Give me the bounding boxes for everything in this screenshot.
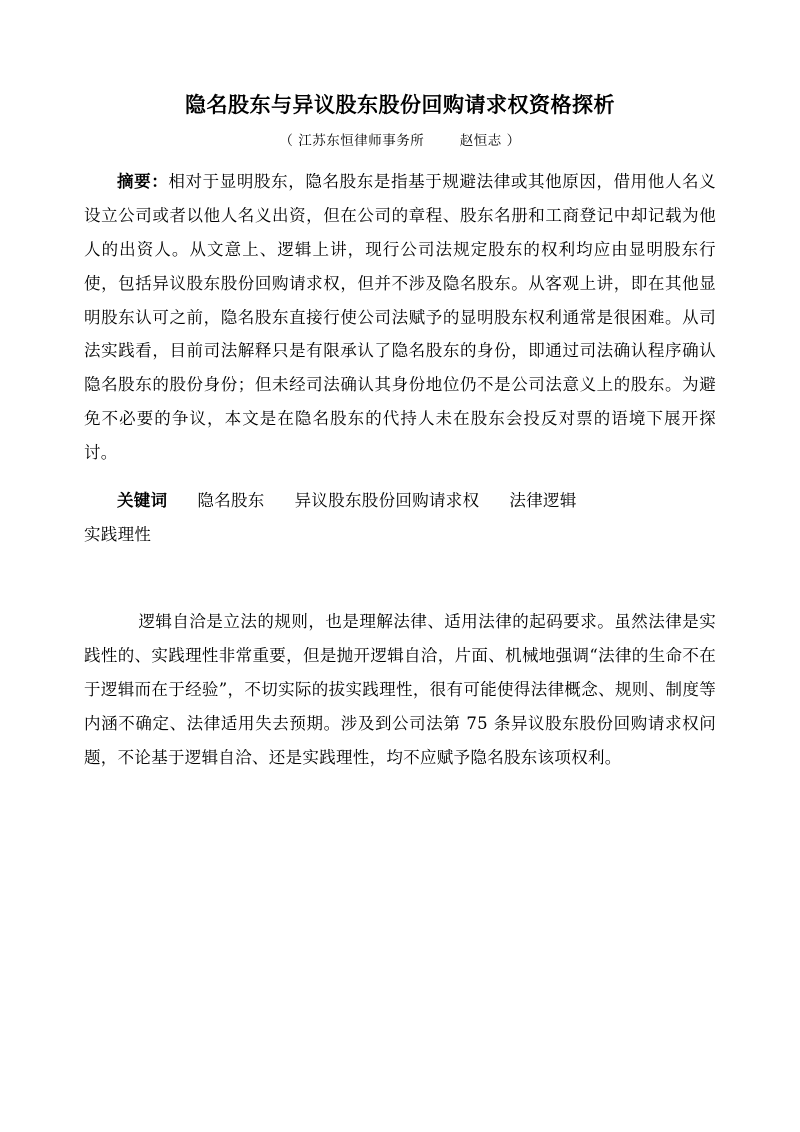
keywords-line-2 <box>84 518 716 552</box>
keywords-label: 关键词 <box>117 490 168 510</box>
keyword-item: 隐名股东 <box>197 490 265 510</box>
byline-close-paren: ） <box>506 133 521 150</box>
abstract-paragraph <box>84 165 716 469</box>
keyword-item: 实践理性 <box>84 524 152 544</box>
keywords-line-1 <box>84 484 716 518</box>
keywords-block <box>84 484 716 552</box>
abstract-label: 摘要 <box>117 172 152 192</box>
page-title: 隐名股东与异议股东股份回购请求权资格探析 <box>185 92 615 117</box>
byline <box>84 129 716 149</box>
abstract-colon: ： <box>151 172 169 192</box>
keyword-item: 异议股东股份回购请求权 <box>294 490 480 510</box>
abstract-text: 相对于显明股东，隐名股东是指基于规避法律或其他原因，借用他人名义设立公司或者以他人名义出资，但在公司的章程、股东名册和工商登记中却记载为他人的出资人。从文意上、逻辑上讲，现行公司法规定股东的权利均应由显明股东行使，包括异议股东股份回购请求权，但并不涉及隐名股东。从客观上讲，即在其他显明股东认可之前，隐名股东直接行使公司法赋予的显明股东权利通常是很困难。从司法实践看，目前司法解释只是有限承认了隐名股东的身份，即通过司法确认程序确认隐名股东的股份身份；但未经司法确认其身份地位仍不是公司法意义上的股东。为避免不必要的争议，本文是在隐名股东的代持人未在股东会投反对票的语境下展开探讨。 <box>84 172 716 462</box>
byline-open-paren: （ <box>279 133 294 150</box>
section-spacer <box>84 551 716 605</box>
keyword-item: 法律逻辑 <box>509 490 577 510</box>
body-paragraph: 逻辑自洽是立法的规则，也是理解法律、适用法律的起码要求。虽然法律是实践性的、实践理性非常重要，但是抛开逻辑自洽，片面、机械地强调“法律的生命不在于逻辑而在于经验”，不切实际的拔实践理性，很有可能使得法律概念、规则、制度等内涵不确定、法律适用失去预期。涉及到公司法第 75 条异议股东股份回购请求权问题，不论基于逻辑自洽、还是实践理性，均不应赋予隐名股东该项权利。 <box>84 612 716 767</box>
abstract-block <box>84 165 716 469</box>
byline-organization: 江苏东恒律师事务所 <box>298 133 425 150</box>
byline-author: 赵恒志 <box>459 133 502 150</box>
body-block <box>84 605 716 774</box>
